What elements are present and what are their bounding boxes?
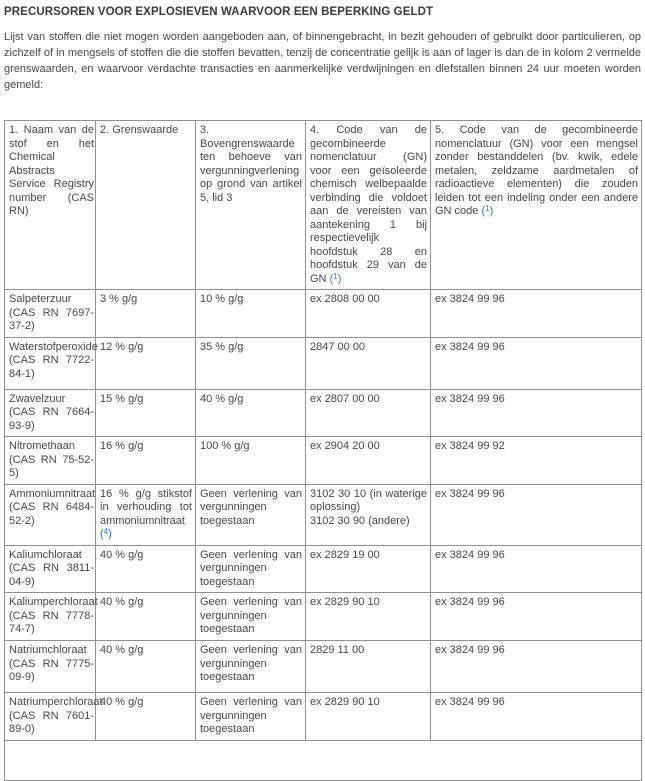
cn-code-cell	[306, 484, 431, 545]
cell-text: ex 3824 99 96	[435, 548, 505, 561]
substance-name-cell	[5, 641, 96, 693]
cell-text: 16 % g/g	[100, 440, 144, 452]
footnote-number: 4	[103, 527, 109, 536]
cell-text: ex 3824 99 96	[435, 392, 505, 405]
cn-mixture-code-cell	[431, 641, 642, 693]
limit-value-cell	[96, 641, 196, 693]
cell-text: 1. Naam van de stof en het Chemical Abstracts Service Registry number (CAS RN)	[9, 124, 94, 217]
table-row	[5, 290, 642, 338]
cn-code-cell	[306, 641, 431, 693]
cell-text: ex 3824 99 96	[435, 293, 505, 305]
footnote-number: 1	[333, 271, 338, 281]
footnote-link[interactable]	[481, 205, 493, 217]
intro-paragraph: Lijst van stoffen die niet mogen worden aangeboden aan, of binnengebracht, in bezit gehouden of gebruikt door particulieren, op zichzelf of in mengsels of stoffen die die stoffen bevatten, tenzij de concentratie gelijk is aan of lager is dan de in kolom 2 vermelde grenswaarden, en waarvoor verdachte transacties en aanmerkelijke verdwijningen en diefstallen binnen 24 uur moeten worden gemeld:	[4, 31, 641, 91]
precursors-table	[4, 120, 642, 781]
cn-mixture-code-cell	[431, 337, 642, 389]
footnote-number: 1	[485, 204, 490, 213]
upper-limit-cell	[196, 593, 306, 641]
cell-text: Waterstofperoxide (CAS RN 7722-84-1)	[9, 340, 98, 380]
cell-text: Nitromethaan (CAS RN 75-52-5)	[9, 440, 94, 479]
cell-text: Natriumperchloraat (CAS RN 7601-89-0)	[9, 696, 103, 735]
cn-code-cell	[306, 290, 431, 338]
upper-limit-cell	[196, 545, 306, 593]
limit-value-cell	[96, 290, 196, 338]
cell-text: 100 % g/g	[200, 440, 250, 452]
cell-text: 15 % g/g	[100, 392, 144, 405]
table-row	[5, 545, 642, 593]
limit-value-cell	[96, 545, 196, 593]
limit-value-cell	[96, 484, 196, 545]
header-cell-5	[431, 121, 642, 290]
cell-text: ex 2829 90 10	[310, 596, 380, 608]
upper-limit-cell	[196, 437, 306, 485]
footnote-open-paren: (	[329, 272, 334, 285]
table-row	[5, 641, 642, 693]
cell-text: Geen verlening van vergunningen toegestaan	[200, 644, 302, 683]
cell-text: Ammoniumnitraat (CAS RN 6484-52-2)	[9, 487, 96, 527]
cell-text: ex 2807 00 00	[310, 392, 380, 405]
cell-text: ex 3824 99 96	[435, 340, 505, 353]
cell-text: ex 2829 90 10	[310, 696, 380, 708]
page-title: PRECURSOREN VOOR EXPLOSIEVEN WAARVOOR EEN BEPERKING GELDT	[4, 6, 434, 18]
cell-text: 12 % g/g	[100, 340, 144, 353]
cell-text: ex 3824 99 92	[435, 440, 505, 452]
header-row	[5, 121, 642, 290]
substance-name-cell	[5, 484, 96, 545]
cell-text: Kaliumchloraat (CAS RN 3811-04-9)	[9, 548, 94, 588]
cell-text: Geen verlening van vergunningen toegestaan	[200, 487, 302, 527]
cell-text: 40 % g/g	[200, 392, 244, 405]
cell-text: 40 % g/g	[100, 696, 144, 708]
cell-text: Kaliumperchloraat (CAS RN 7778-74-7)	[9, 596, 98, 635]
limit-value-cell	[96, 337, 196, 389]
cell-text: ex 3824 99 96	[435, 596, 505, 608]
cell-text: 3. Bovengrenswaarde ten behoeve van vergunningverlening op grond van artikel 5, lid 3	[200, 124, 302, 204]
cell-text: 40 % g/g	[100, 644, 144, 656]
header-cell-2	[96, 121, 196, 290]
cell-text: Geen verlening van vergunningen toegestaan	[200, 696, 302, 735]
substance-name-cell	[5, 593, 96, 641]
header-cell-3	[196, 121, 306, 290]
cn-code-cell	[306, 693, 431, 741]
cn-mixture-code-cell	[431, 593, 642, 641]
substance-name-cell	[5, 337, 96, 389]
footnote-link[interactable]	[330, 273, 342, 285]
substance-name-cell	[5, 437, 96, 485]
upper-limit-cell	[196, 389, 306, 437]
upper-limit-cell	[196, 641, 306, 693]
cell-text: ex 2808 00 00	[310, 293, 380, 305]
cell-text: Geen verlening van vergunningen toegestaan	[200, 596, 302, 635]
footnote-open-paren: (	[100, 528, 104, 540]
cell-text: 2829 11 00	[310, 644, 365, 656]
footnotes-cell-partial	[5, 740, 642, 780]
cell-text: ex 3824 99 96	[435, 487, 505, 500]
cell-text: ex 3824 99 96	[435, 696, 505, 708]
cn-mixture-code-cell	[431, 545, 642, 593]
cell-text: Zwavelzuur (CAS RN 7664-93-9)	[9, 392, 94, 432]
cn-mixture-code-cell	[431, 437, 642, 485]
upper-limit-cell	[196, 337, 306, 389]
cell-text: 5. Code van de gecombineerde nomenclatuur (GN) voor een mengsel zonder bestanddelen (bv. kwik, edele metalen, zeldzame aardmetalen of radioactieve elementen) die zouden leiden tot een indeling onder een andere GN code	[435, 124, 638, 217]
cn-mixture-code-cell	[431, 693, 642, 741]
substance-name-cell	[5, 290, 96, 338]
cell-text: ex 3824 99 96	[435, 644, 505, 656]
table-head	[5, 121, 642, 290]
table-row	[5, 437, 642, 485]
cell-text: 4. Code van de gecombineerde nomenclatuur (GN) voor een geïsoleerde chemisch welbepaalde verbinding die voldoet aan de vereisten van aantekening 1 bij respectievelijk hoofdstuk 28 en hoofdstuk 29 van de GN	[310, 124, 427, 285]
limit-value-cell	[96, 693, 196, 741]
upper-limit-cell	[196, 484, 306, 545]
cell-line: 3102 30 10 (in waterige oplossing)	[310, 487, 427, 513]
cell-text: 2847 00 00	[310, 340, 366, 353]
table-row	[5, 389, 642, 437]
substance-name-cell	[5, 693, 103, 741]
table-row	[5, 593, 642, 641]
cell-text: 40 % g/g	[100, 596, 144, 608]
cell-line: 3102 30 90 (andere)	[310, 514, 410, 527]
table-row	[5, 484, 642, 545]
cn-code-cell	[306, 593, 431, 641]
cn-code-cell	[306, 545, 431, 593]
table-row	[5, 337, 642, 389]
cn-mixture-code-cell	[431, 484, 642, 545]
cell-text: 10 % g/g	[200, 293, 244, 305]
cell-text: ex 2829 19 00	[310, 548, 380, 561]
substance-name-cell	[5, 545, 96, 593]
cell-text: 35 % g/g	[200, 340, 244, 353]
table-body	[5, 290, 642, 781]
cell-text: Salpeterzuur (CAS RN 7697-37-2)	[9, 293, 94, 332]
cell-text: 40 % g/g	[100, 548, 144, 561]
header-cell-1	[5, 121, 96, 290]
footnote-close-paren: )	[108, 528, 112, 540]
footnotes-row-partial	[5, 740, 642, 780]
substance-name-cell	[5, 389, 96, 437]
header-cell-4	[306, 121, 431, 290]
limit-value-cell	[96, 389, 196, 437]
limit-value-cell	[96, 593, 196, 641]
cell-text: Geen verlening van vergunningen toegestaan	[200, 548, 302, 588]
cell-text: 16 % g/g stikstof in verhouding tot ammoniumnitraat	[100, 487, 192, 527]
cn-mixture-code-cell	[431, 290, 642, 338]
cn-mixture-code-cell	[431, 389, 642, 437]
cell-text: ex 2904 20 00	[310, 440, 380, 452]
upper-limit-cell	[196, 693, 306, 741]
upper-limit-cell	[196, 290, 306, 338]
cn-code-cell	[306, 437, 431, 485]
cn-code-cell	[306, 389, 431, 437]
cell-text: Natriumchloraat (CAS RN 7775-09-9)	[9, 644, 94, 683]
footnote-close-paren: )	[337, 272, 342, 285]
cn-code-cell	[306, 337, 431, 389]
footnote-open-paren: (	[481, 205, 486, 217]
limit-value-cell	[96, 437, 196, 485]
table-row	[5, 693, 642, 741]
footnote-link[interactable]	[100, 528, 112, 540]
cell-text: 3 % g/g	[100, 293, 138, 305]
footnote-close-paren: )	[489, 205, 494, 217]
cell-text: 2. Grenswaarde	[100, 124, 179, 136]
